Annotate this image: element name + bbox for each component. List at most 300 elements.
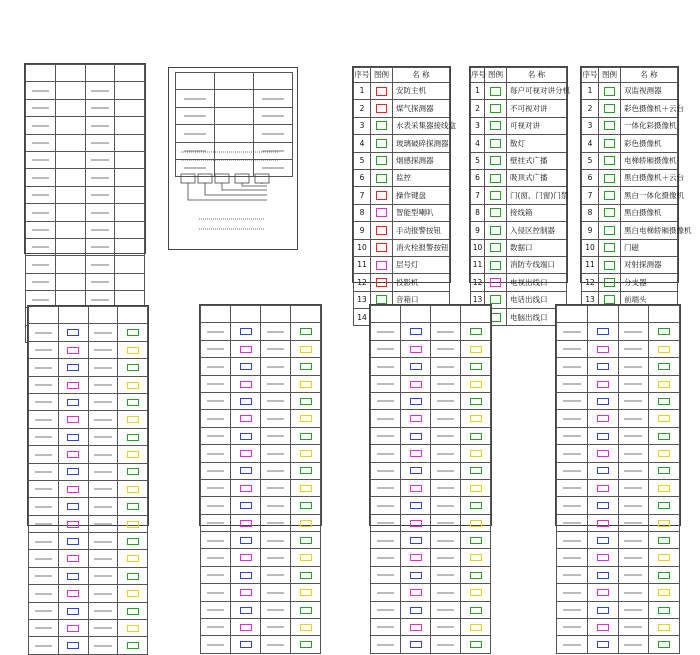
row-name: 彩色摄像机 (621, 135, 678, 152)
table-cell (431, 340, 461, 357)
blur-line-icon (267, 574, 284, 576)
table-cell (58, 637, 88, 654)
table-cell (85, 238, 115, 255)
symbol-icon (67, 434, 79, 441)
table-row (201, 392, 321, 409)
blur-line-icon (267, 366, 284, 368)
symbol-icon (67, 399, 79, 406)
table-cell (115, 99, 145, 116)
table-cell (26, 151, 56, 168)
symbol-icon (67, 503, 79, 510)
table-cell (55, 117, 85, 134)
blur-line-icon (267, 609, 284, 611)
table-row (29, 341, 148, 358)
col-header-name: 名 称 (507, 68, 567, 83)
blur-line-icon (624, 400, 642, 402)
row-symbol (599, 274, 621, 291)
symbol-icon (658, 415, 670, 422)
splitter-icon (604, 278, 615, 287)
row-symbol (599, 135, 621, 152)
symbol-icon (658, 520, 670, 527)
table-cell (29, 567, 59, 584)
table-cell (557, 497, 588, 514)
row-number: 6 (582, 169, 599, 186)
table-row (201, 462, 321, 479)
table-cell (649, 306, 680, 323)
blur-line-icon (207, 540, 224, 542)
table-cell (587, 392, 618, 409)
table-row (471, 83, 567, 100)
row-symbol (371, 274, 393, 291)
symbol-icon (300, 624, 312, 631)
symbol-icon (470, 502, 482, 509)
blur-line-icon (624, 453, 642, 455)
table-row (371, 549, 491, 566)
blur-line-icon (563, 348, 581, 350)
symbol-icon (597, 450, 609, 457)
row-name: 门磁 (621, 239, 678, 256)
row-symbol (371, 135, 393, 152)
table-cell (649, 601, 680, 618)
table-cell (58, 620, 88, 637)
blur-line-icon (207, 487, 224, 489)
table-cell (261, 549, 291, 566)
symbol-icon (67, 468, 79, 475)
intercom-icon (490, 87, 501, 96)
blur-line-icon (207, 435, 224, 437)
table-cell (649, 427, 680, 444)
blur-line-icon (207, 470, 224, 472)
symbol-icon (597, 641, 609, 648)
table-row (26, 134, 145, 151)
table-cell (587, 427, 618, 444)
table-cell (29, 463, 59, 480)
symbol-icon (597, 607, 609, 614)
table-row (201, 566, 321, 583)
table-cell (557, 549, 588, 566)
symbol-icon (67, 608, 79, 615)
table-cell (291, 410, 321, 427)
table-cell (401, 549, 431, 566)
col-header-symbol: 图例 (371, 68, 393, 83)
table-cell (587, 462, 618, 479)
blur-line-icon (267, 331, 284, 333)
table-cell (461, 427, 491, 444)
table-cell (401, 340, 431, 357)
table-row (471, 239, 567, 256)
legend-table-b (470, 67, 570, 326)
table-row (176, 73, 293, 90)
camera-icon (604, 174, 615, 183)
blur-line-icon (377, 435, 394, 437)
table-cell (88, 376, 118, 393)
table-cell (88, 550, 118, 567)
table-cell (618, 584, 649, 601)
table-cell (371, 427, 401, 444)
blur-line-icon (437, 574, 454, 576)
blur-line-icon (35, 541, 52, 543)
blur-line-icon (624, 574, 642, 576)
table-row (201, 532, 321, 549)
table-row (26, 82, 145, 99)
table-row (29, 498, 148, 515)
symbol-icon (240, 328, 252, 335)
symbol-icon (127, 521, 139, 528)
symbol-icon (240, 450, 252, 457)
symbol-icon (300, 554, 312, 561)
table-cell (55, 65, 85, 82)
row-number: 7 (471, 187, 485, 204)
table-cell (649, 410, 680, 427)
blur-line-icon (377, 487, 394, 489)
row-symbol (371, 204, 393, 221)
table-cell (58, 567, 88, 584)
table-cell (118, 411, 148, 428)
table-row (354, 169, 450, 186)
symbol-icon (127, 538, 139, 545)
table-row (557, 532, 680, 549)
table-row (371, 636, 491, 653)
table-row (471, 100, 567, 117)
table-cell (26, 273, 56, 290)
blur-line-icon (94, 610, 111, 612)
legend-b-header (471, 68, 567, 83)
symbol-icon (470, 398, 482, 405)
blur-line-icon (35, 506, 52, 508)
blur-line-icon (437, 453, 454, 455)
table-row (471, 256, 567, 273)
table-row (176, 90, 293, 107)
table-cell (431, 479, 461, 496)
blur-line-icon (267, 418, 284, 420)
symbol-icon (300, 607, 312, 614)
table-row (557, 410, 680, 427)
symbol-icon (410, 450, 422, 457)
table-cell (401, 566, 431, 583)
table-cell (557, 375, 588, 392)
blur-line-icon (35, 627, 52, 629)
symbol-icon (470, 607, 482, 614)
camera-icon (604, 191, 615, 200)
table-cell (55, 169, 85, 186)
table-cell (29, 393, 59, 410)
table-cell (85, 204, 115, 221)
table-row (201, 514, 321, 531)
beam-icon (604, 261, 615, 270)
table-row (354, 135, 450, 152)
legend-a-header (354, 68, 450, 83)
table-cell (231, 532, 261, 549)
symbol-icon (127, 590, 139, 597)
intercom-icon (490, 121, 501, 130)
symbol-icon (597, 398, 609, 405)
table-cell (557, 358, 588, 375)
symbol-icon (67, 329, 79, 336)
table-row (471, 222, 567, 239)
table-cell (371, 340, 401, 357)
row-symbol (485, 117, 507, 134)
blur-line-icon (624, 644, 642, 646)
blur-line-icon (91, 90, 108, 92)
table-cell (587, 410, 618, 427)
table-cell (618, 636, 649, 653)
row-symbol (371, 83, 393, 100)
table-cell (115, 134, 145, 151)
table-cell (201, 601, 231, 618)
table-cell (557, 410, 588, 427)
legend-table-a (353, 67, 456, 326)
symbol-icon (300, 467, 312, 474)
symbol-icon (300, 641, 312, 648)
symbol-icon (658, 537, 670, 544)
symbol-icon (410, 589, 422, 596)
symbol-icon (470, 415, 482, 422)
table-cell (401, 306, 431, 323)
table-cell (371, 358, 401, 375)
table-row (201, 306, 321, 323)
row-name: 玻璃破碎探测器 (393, 135, 450, 152)
table-cell (587, 514, 618, 531)
blur-line-icon (262, 98, 285, 100)
blur-line-icon (91, 212, 108, 214)
blur-line-icon (94, 506, 111, 508)
symbol-icon (300, 520, 312, 527)
blur-line-icon (267, 592, 284, 594)
symbol-icon (67, 382, 79, 389)
symbol-icon (240, 485, 252, 492)
code-diagram (169, 140, 299, 250)
blur-line-icon (91, 142, 108, 144)
table-row (354, 187, 450, 204)
row-number: 4 (354, 135, 371, 152)
table-cell (291, 323, 321, 340)
table-cell (649, 323, 680, 340)
blur-line-icon (32, 90, 49, 92)
symbol-icon (240, 607, 252, 614)
row-name: 黑白电梯轿厢摄像机 (621, 222, 678, 239)
sheet-top-left (24, 63, 146, 254)
row-symbol (599, 117, 621, 134)
blur-line-icon (32, 142, 49, 144)
blur-line-icon (437, 331, 454, 333)
table-cell (55, 273, 85, 290)
row-symbol (485, 169, 507, 186)
table-cell (201, 427, 231, 444)
door-icon (490, 191, 501, 200)
blur-line-icon (32, 177, 49, 179)
blur-line-icon (377, 366, 394, 368)
table-row (471, 117, 567, 134)
blur-line-icon (563, 626, 581, 628)
table-cell (291, 619, 321, 636)
table-cell (254, 107, 293, 124)
table-cell (88, 480, 118, 497)
legend-table-c (581, 67, 692, 326)
blur-line-icon (94, 436, 111, 438)
row-number: 11 (582, 256, 599, 273)
symbol-icon (67, 625, 79, 632)
table-cell (58, 376, 88, 393)
table-cell (88, 428, 118, 445)
table-cell (115, 238, 145, 255)
table-row (582, 187, 678, 204)
button-icon (376, 226, 387, 235)
table-cell (26, 221, 56, 238)
table-row (26, 204, 145, 221)
table-cell (587, 601, 618, 618)
symbol-icon (597, 554, 609, 561)
table-cell (231, 358, 261, 375)
table-cell (58, 533, 88, 550)
blur-line-icon (94, 454, 111, 456)
row-name: 电脑出线口 (507, 309, 567, 326)
controller-icon (490, 226, 501, 235)
blur-line-icon (563, 505, 581, 507)
panel-icon (376, 87, 387, 96)
table-cell (618, 445, 649, 462)
symbol-icon (300, 346, 312, 353)
blur-line-icon (32, 159, 49, 161)
blur-line-icon (94, 471, 111, 473)
blur-line-icon (624, 505, 642, 507)
row-number: 7 (582, 187, 599, 204)
symbol-icon (410, 520, 422, 527)
table-row (371, 497, 491, 514)
row-number: 3 (354, 117, 371, 134)
table-cell (587, 619, 618, 636)
table-cell (461, 549, 491, 566)
symbol-icon (597, 624, 609, 631)
table-cell (618, 462, 649, 479)
table-cell (118, 585, 148, 602)
table-row (371, 392, 491, 409)
row-name: 电梯轿厢摄像机 (621, 152, 678, 169)
table-row (557, 340, 680, 357)
blur-line-icon (267, 435, 284, 437)
table-cell (557, 306, 588, 323)
table-cell (557, 427, 588, 444)
table-cell (26, 82, 56, 99)
symbol-icon (410, 346, 422, 353)
table-cell (401, 427, 431, 444)
symbol-icon (470, 485, 482, 492)
table-cell (88, 411, 118, 428)
symbol-icon (470, 467, 482, 474)
symbol-icon (67, 642, 79, 649)
blur-line-icon (437, 435, 454, 437)
table-cell (461, 514, 491, 531)
table-cell (85, 169, 115, 186)
table-row (201, 323, 321, 340)
table-cell (649, 340, 680, 357)
blur-line-icon (91, 299, 108, 301)
table-cell (431, 462, 461, 479)
glass-icon (376, 139, 387, 148)
blur-line-icon (437, 366, 454, 368)
row-number: 13 (354, 291, 371, 308)
camera-icon (604, 156, 615, 165)
table-cell (58, 550, 88, 567)
row-name: 吸顶式广播 (507, 169, 567, 186)
blur-line-icon (624, 626, 642, 628)
table-cell (176, 73, 215, 90)
blur-line-icon (377, 383, 394, 385)
blur-line-icon (377, 418, 394, 420)
symbol-icon (240, 589, 252, 596)
table-row (582, 239, 678, 256)
row-symbol (485, 187, 507, 204)
row-symbol (485, 222, 507, 239)
row-number: 3 (582, 117, 599, 134)
table-cell (88, 324, 118, 341)
table-cell (29, 428, 59, 445)
symbol-icon (300, 433, 312, 440)
sheet-wiring-notes (168, 67, 298, 250)
blur-line-icon (91, 125, 108, 127)
table-row (354, 152, 450, 169)
table-cell (29, 341, 59, 358)
table-cell (26, 169, 56, 186)
symbol-icon (410, 502, 422, 509)
table-row (371, 358, 491, 375)
blur-line-icon (624, 609, 642, 611)
symbol-icon (240, 415, 252, 422)
table-cell (215, 73, 254, 90)
table-cell (115, 169, 145, 186)
row-number: 10 (354, 239, 371, 256)
table-row (471, 187, 567, 204)
table-cell (26, 238, 56, 255)
table-cell (371, 479, 401, 496)
table-row (471, 204, 567, 221)
row-number: 2 (582, 100, 599, 117)
blur-line-icon (35, 367, 52, 369)
table-cell (118, 550, 148, 567)
row-number: 13 (582, 291, 599, 308)
table-row (26, 256, 145, 273)
symbol-icon (127, 486, 139, 493)
table-cell (401, 636, 431, 653)
blur-line-icon (91, 177, 108, 179)
blur-line-icon (624, 470, 642, 472)
keyboard-icon (376, 191, 387, 200)
symbol-icon (127, 642, 139, 649)
table-row (26, 273, 145, 290)
symbol-icon (127, 399, 139, 406)
symbol-icon (127, 555, 139, 562)
col-header-symbol: 图例 (599, 68, 621, 83)
row-name: 可视对讲 (507, 117, 567, 134)
table-cell (587, 584, 618, 601)
table-row (471, 152, 567, 169)
blur-line-icon (377, 592, 394, 594)
blur-line-icon (35, 384, 52, 386)
symbol-icon (240, 554, 252, 561)
table-cell (431, 306, 461, 323)
blur-line-icon (35, 332, 52, 334)
table-cell (55, 99, 85, 116)
table-cell (201, 462, 231, 479)
symbol-icon (410, 398, 422, 405)
table-cell (557, 479, 588, 496)
blur-line-icon (35, 610, 52, 612)
blur-line-icon (35, 593, 52, 595)
hydrant-icon (376, 243, 387, 252)
table-cell (557, 601, 588, 618)
symbol-icon (127, 451, 139, 458)
table-row (29, 307, 148, 324)
col-header-symbol: 图例 (485, 68, 507, 83)
